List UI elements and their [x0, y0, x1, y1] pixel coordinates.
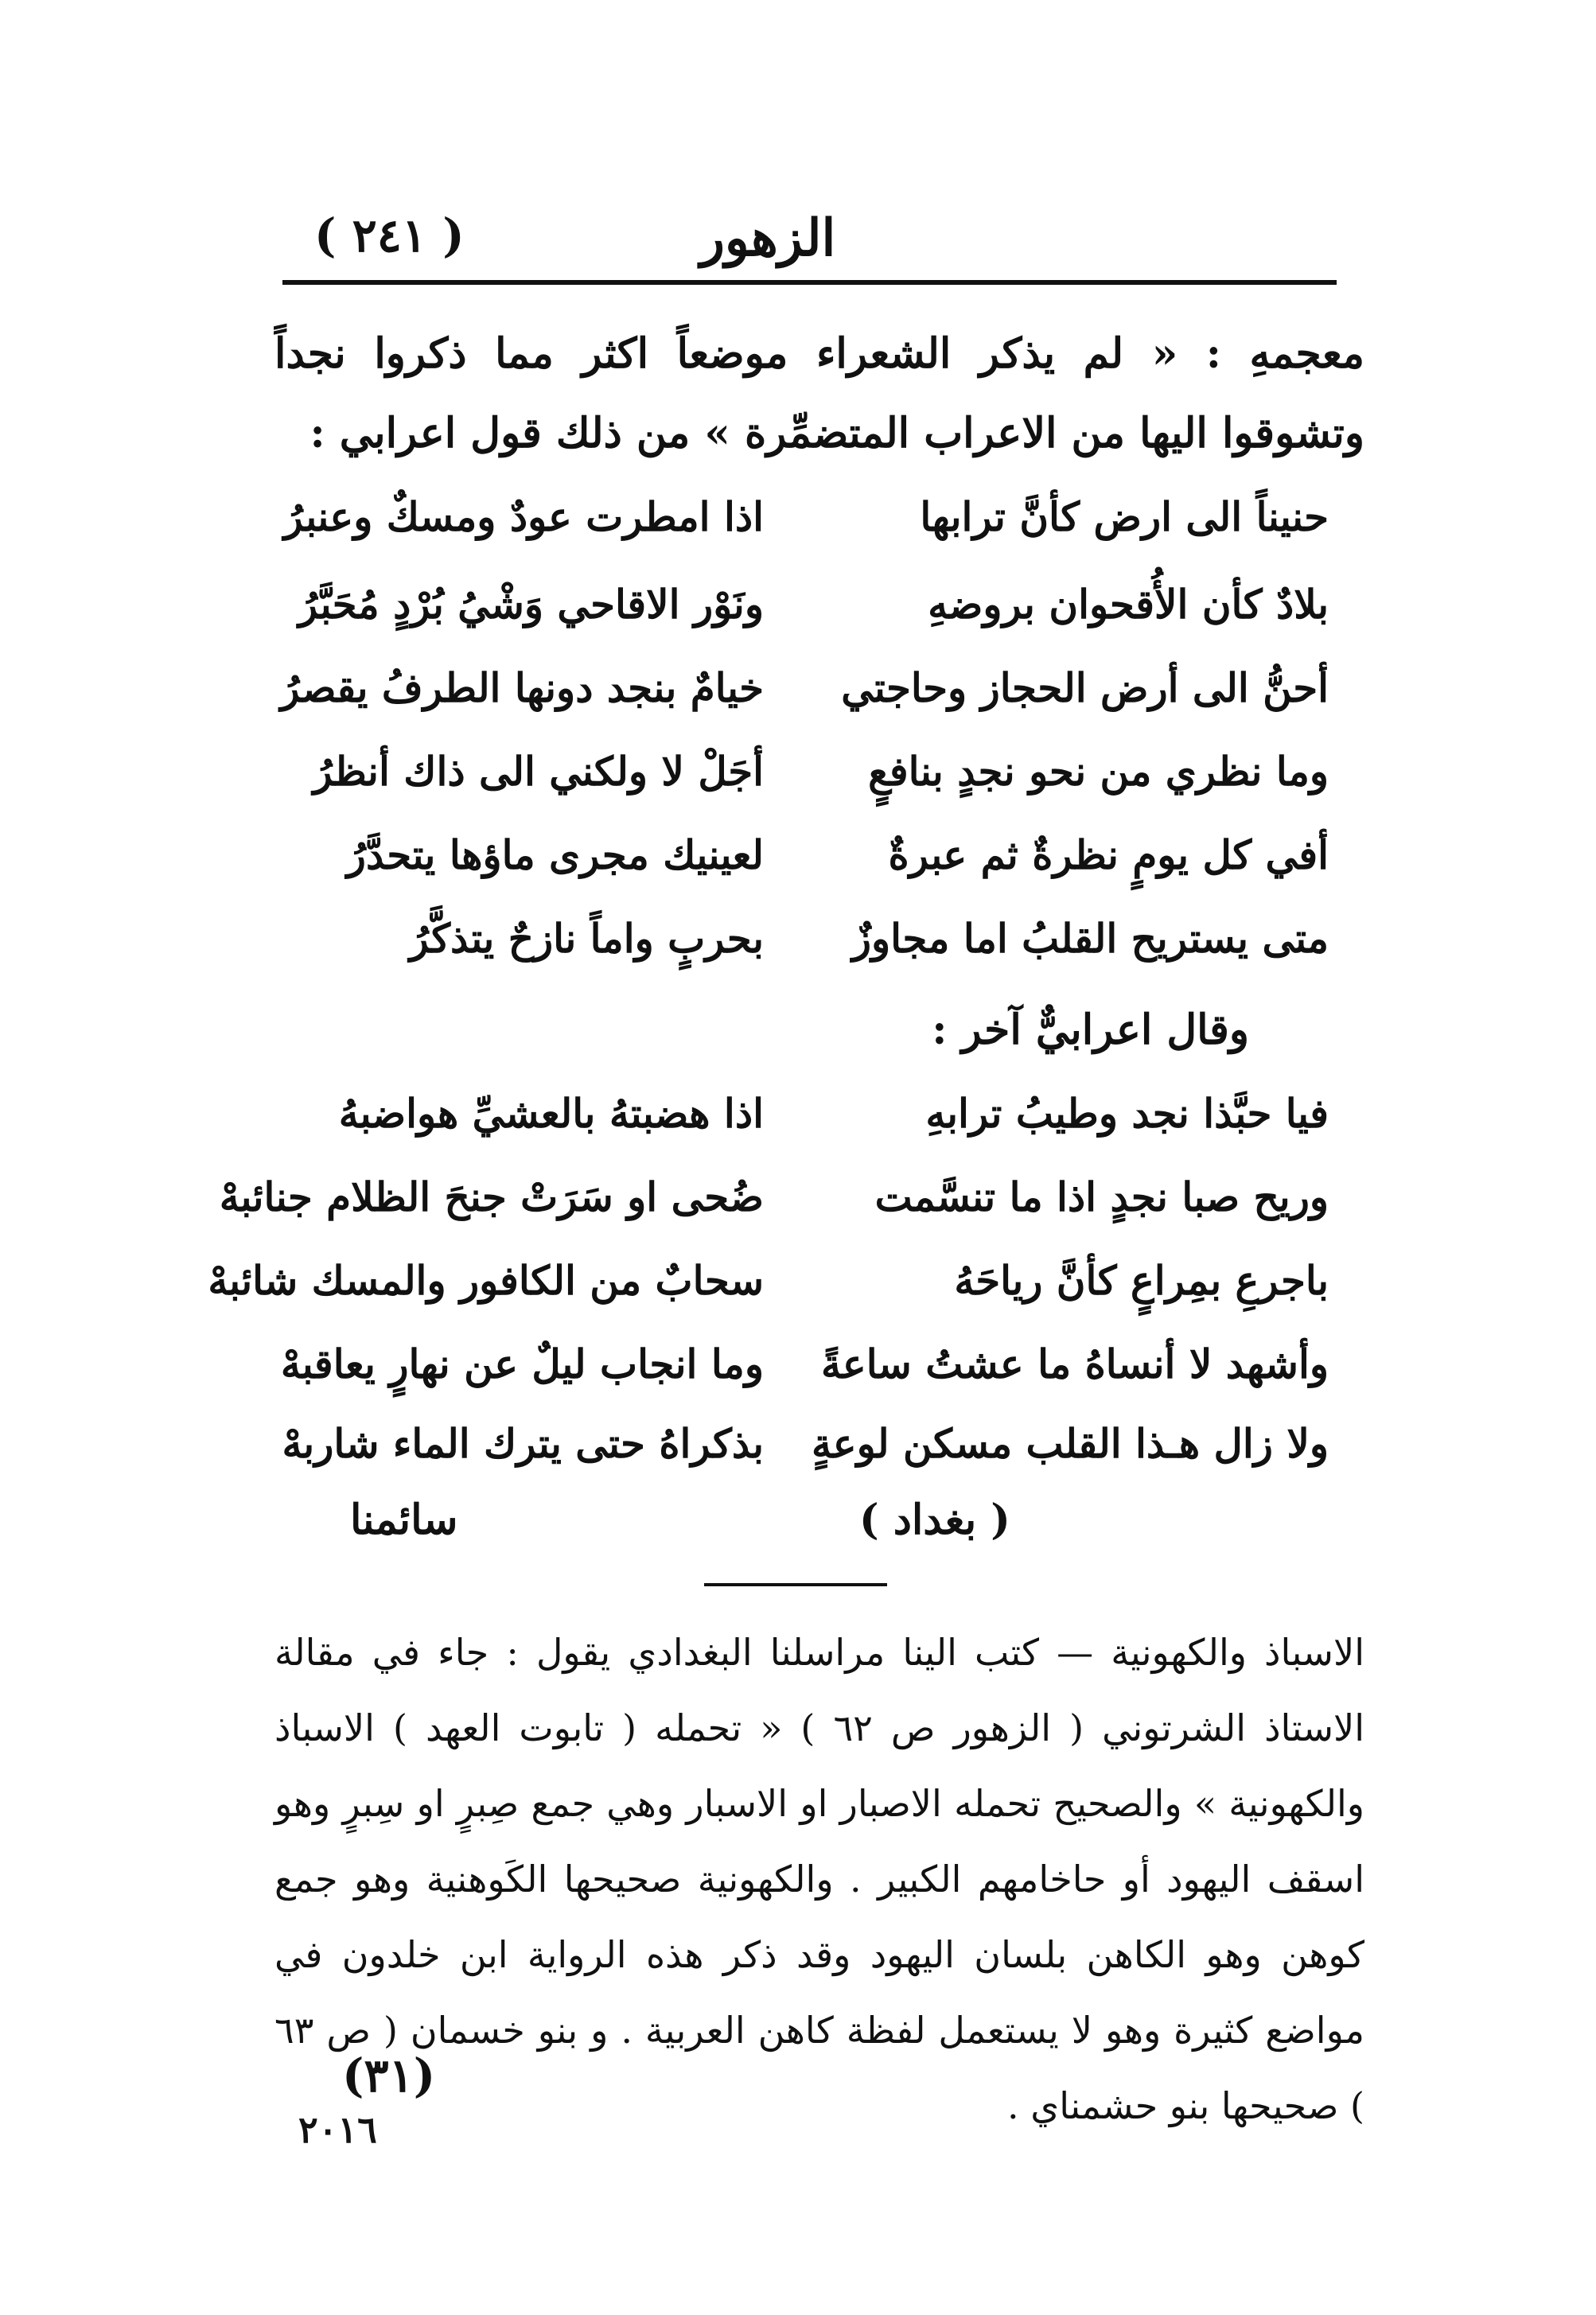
verse-first-hemistich: وأشهد لا أنساهُ ما عشتُ ساعةً: [821, 1340, 1329, 1387]
verse-second-hemistich: ونَوْر الاقاحي وَشْيُ بُرْدٍ مُحَبَّرُ: [298, 581, 764, 628]
verse-row: [286, 815, 1329, 895]
verse-second-hemistich: بحربٍ واماً نازحٌ يتذكَّرُ: [409, 915, 764, 962]
page-number: ( ٢٤١ ): [314, 208, 465, 263]
verse-first-hemistich: بلادٌ كأن الأُقحوان بروضهِ: [928, 581, 1329, 628]
verse-row: [208, 1241, 1329, 1321]
verse-second-hemistich: ضُحى او سَرَتْ جنحَ الظلام جنائبهْ: [219, 1173, 764, 1220]
verse-first-hemistich: أفي كل يومٍ نظرةٌ ثم عبرةٌ: [888, 831, 1329, 878]
verse-second-hemistich: اذا هضبتهُ بالعشيِّ هواضبهُ: [338, 1090, 764, 1137]
verse-first-hemistich: باجرعِ بمِراعٍ كأنَّ رياحَهُ: [954, 1257, 1329, 1304]
verse-first-hemistich: فيا حبَّذا نجد وطيبُ ترابهِ: [925, 1090, 1329, 1137]
poem2-intro: وقال اعرابيٌّ آخر :: [932, 1006, 1249, 1054]
verse-row: [283, 477, 1329, 557]
verse-first-hemistich: أحنُّ الى أرض الحجاز وحاجتي: [841, 664, 1329, 711]
verse-first-hemistich: ولا زال هـذا القلب مسكن لوعةٍ: [811, 1420, 1329, 1467]
verse-row: [286, 1074, 1329, 1154]
verse-first-hemistich: وما نظري من نحو نجدٍ بنافعٍ: [868, 748, 1329, 795]
verse-row: [286, 732, 1329, 811]
header-rule: [282, 280, 1337, 285]
verse-row: [286, 565, 1329, 644]
verse-second-hemistich: لعينيك مجرى ماؤها يتحدَّرُ: [346, 831, 764, 878]
verse-row: [286, 899, 1329, 979]
verse-row: [280, 648, 1329, 728]
verse-second-hemistich: أجَلْ لا ولكني الى ذاك أنظرُ: [313, 748, 764, 795]
signature-location: ( بغداد ): [859, 1496, 1010, 1544]
verse-second-hemistich: وما انجاب ليلٌ عن نهارٍ يعاقبهْ: [280, 1340, 764, 1387]
print-code: ٢٠١٦: [298, 2108, 377, 2151]
sheet-signature: (٣١): [342, 2048, 436, 2103]
verse-row: [219, 1158, 1329, 1237]
verse-first-hemistich: وريح صبا نجدٍ اذا ما تنسَّمت: [874, 1173, 1329, 1220]
verse-row: [282, 1404, 1329, 1484]
verse-first-hemistich: متى يستريح القلبُ اما مجاوزٌ: [851, 915, 1329, 962]
verse-second-hemistich: اذا امطرت عودٌ ومسكٌ وعنبرُ: [283, 493, 764, 540]
verse-second-hemistich: خيامٌ بنجد دونها الطرفُ يقصرُ: [280, 664, 764, 711]
intro-paragraph: معجمهِ : « لم يذكر الشعراء موضعاً اكثر مما ذكروا نجداً وتشوقوا اليها من الاعراب المتضمِّرة » من ذلك قول اعرابي :: [274, 329, 1364, 457]
verse-row: [280, 1325, 1329, 1404]
verse-first-hemistich: حنيناً الى ارض كأنَّ ترابها: [920, 493, 1329, 540]
running-title: الزهور: [700, 208, 836, 268]
verse-second-hemistich: سحابٌ من الكافور والمسك شائبهْ: [208, 1257, 764, 1304]
section-divider: [704, 1583, 887, 1586]
signature-author: سائمنا: [350, 1496, 458, 1544]
correspondence-paragraph: الاسباذ والكهونية — كتب الينا مراسلنا البغدادي يقول : جاء في مقالة الاستاذ الشرتوني ( الزهور ص ٦٢ ) « تحمله ( تابوت العهد ) الاسباذ والكهونية » والصحيح تحمله الاصبار او الاسبار وهي جمع صِبرٍ او سِبرٍ وهو اسقف اليهود أو حاخامهم الكبير . والكهونية صحيحها الكَوهنية وهو جمع كوهن وهو الكاهن بلسان اليهود وقد ذكر هذه الرواية ابن خلدون في مواضع كثيرة وهو لا يستعمل لفظة كاهن العربية . و بنو خسمان ( ص ٦٣ ) صحيحها بنو حشمناي .: [274, 1631, 1365, 2127]
verse-second-hemistich: بذكراهُ حتى يترك الماء شاربهْ: [282, 1420, 764, 1467]
